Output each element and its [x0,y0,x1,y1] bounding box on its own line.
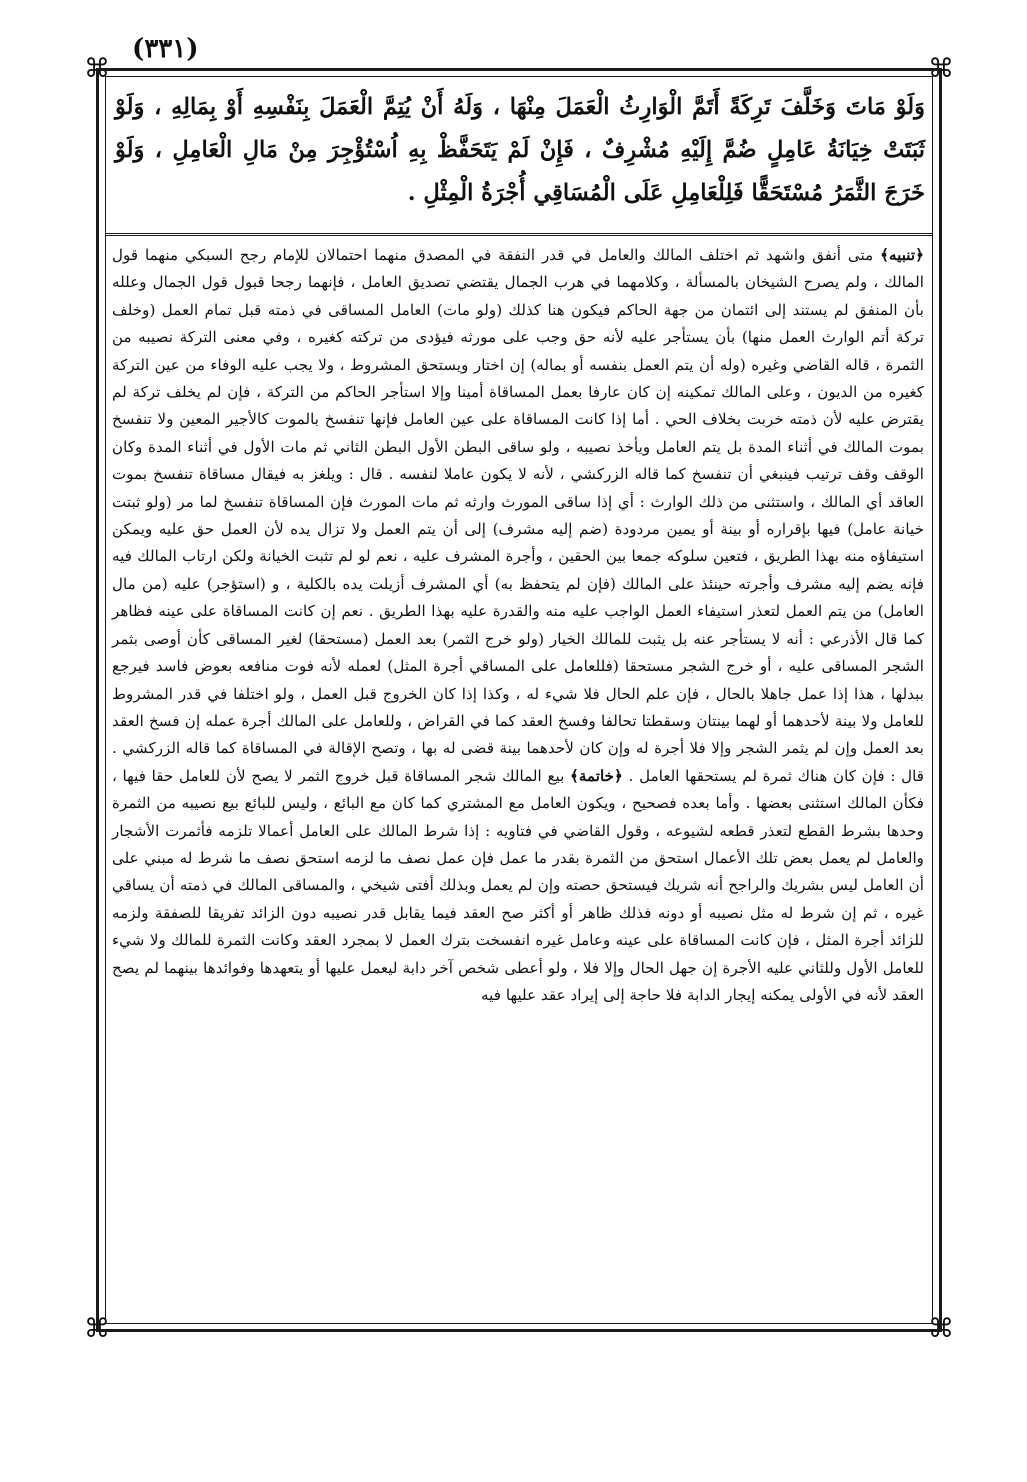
main-text: وَلَوْ مَاتَ وَخَلَّفَ تَرِكَةً أَتَمَّ الْوَارِثُ الْعَمَلَ مِنْهَا ، وَلَهُ أَنْ يُتِمَّ الْعَمَلَ بِنَفْسِهِ أَوْ بِمَالِهِ ، وَلَوْ ثَبَتَتْ خِيَانَةُ عَامِلٍ ضُمَّ إِلَيْهِ مُشْرِفٌ ، فَإِنْ لَمْ يَتَحَفَّظْ بِهِ اُسْتُؤْجِرَ مِنْ مَالِ الْعَامِلِ ، وَلَوْ خَرَجَ الثَّمَرُ مُسْتَحَقًّا فَلِلْعَامِلِ عَلَى الْمُسَاقِي أُجْرَةُ الْمِثْلِ . [115,94,925,206]
commentary-body: متى أنفق واشهد ثم اختلف المالك والعامل في قدر النفقة في المصدق منهما احتمالان للإمام رجح السبكي منهما قول المالك ، ولم يصرح الشيخان بالمسألة ، وكلامهما في هرب الجمال يقتضي تصديق العامل ، فإنهما رجحا قبول قول الجمال وعلله بأن المنفق لم يستند إلى ائتمان من جهة الحاكم فيكون هنا كذلك (ولو مات) العامل المساقى في ذمته قبل تمام العمل (وخلف تركة أتم الوارث العمل منها) بأن يستأجر عليه لأنه حق وجب على مورثه فيؤدى من تركته كغيره ، وفي معنى التركة نصيبه من الثمرة ، قاله القاضي وغيره (وله أن يتم العمل بنفسه أو بماله) إن اختار ويستحق المشروط ، ولا يجب عليه الوفاء من عين التركة كغيره من الديون ، وعلى المالك تمكينه إن كان عارفا بعمل المساقاة أمينا وإلا استأجر الحاكم من التركة ، فإن لم يخلف تركة لم يقترض عليه لأن ذمته خربت بخلاف الحي . أما إذا كانت المساقاة على عين العامل فإنها تنفسخ بالموت كالأجير المعين ولا تنفسخ بموت المالك في أثناء المدة بل يتم العامل ويأخذ نصيبه ، ولو ساقى البطن الأول البطن الثاني ثم مات الأول في أثناء المدة وكان الوقف وقف ترتيب فينبغي أن تنفسخ كما قاله الزركشي ، لأنه لا يكون عاملا لنفسه . قال : ويلغز به فيقال مساقاة تنفسخ بموت العاقد أي المالك ، واستثنى من ذلك الوارث : أي إذا ساقى المورث وارثه ثم مات المورث فإن المساقاة تنفسخ لما مر (ولو ثبتت خيانة عامل) فيها بإقراره أو بينة أو يمين مردودة (ضم إليه مشرف) إلى أن يتم العمل ولا تزال يده لأن العمل حق عليه ويمكن استيفاؤه منه بهذا الطريق ، فتعين سلوكه جمعا بين الحقين ، وأجرة المشرف عليه ، نعم لو لم تثبت الخيانة ولكن ارتاب المالك فيه فإنه يضم إليه مشرف وأجرته حينئذ على المالك (فإن لم يتحفظ به) أي المشرف أزيلت يده بالكلية ، و (استؤجر) عليه (من مال العامل) من يتم العمل لتعذر استيفاء العمل الواجب عليه منه والقدرة عليه بهذا الطريق . نعم إن كانت المساقاة على عينه فظاهر كما قال الأذرعي : أنه لا يستأجر عنه بل يثبت للمالك الخيار (ولو خرج الثمر) بعد العمل (مستحقا) لغير المساقى كأن أوصى بثمر الشجر المساقى عليه ، أو خرج الشجر مستحقا (فللعامل على المساقي أجرة المثل) لعمله لأنه فوت منافعه بعوض فاسد فيرجع ببدلها ، هذا إذا عمل جاهلا بالحال ، فإن علم الحال فلا شيء له ، وكذا إذا كان الخروج قبل العمل ، ولو اختلفا في قدر المشروط للعامل ولا بينة لأحدهما أو لهما بينتان وسقطتا تحالفا وفسخ العقد كما في القراض ، وللعامل على المالك أجرة عمله إن فسخ العقد بعد العمل وإن لم يثمر الشجر وإلا فلا أجرة له وإن كان لأحدهما بينة قضى له بها ، وتصح الإقالة في المساقاة كما قاله الزركشي . قال : فإن كان هناك ثمرة لم يستحقها العامل . [112,246,925,785]
section-divider [105,233,933,236]
page-number: (٣٣١) [132,34,199,64]
corner-ornament-icon: ⌘ [84,54,110,84]
commentary-text [112,242,924,1322]
commentary-body-2: بيع المالك شجر المساقاة قبل خروج الثمر لا يصح لأن للعامل حقا فيها ، فكأن المالك استثنى بعضها . وأما بعده فصحيح ، ويكون العامل مع المشتري كما كان مع البائع ، وليس للبائع بيع نصيبه من الثمرة وحدها بشرط القطع لتعذر قطعه لشيوعه ، وقول القاضي في فتاويه : إذا شرط المالك على العامل أعمالا تلزمه فأثمرت الأشجار والعامل لم يعمل بعض تلك الأعمال استحق من الثمرة بقدر ما عمل فإن عمل نصف ما لزمه استحق نصف ما شرط له مبني على أن العامل ليس بشريك والراجح أنه شريك فيستحق حصته وإن لم يعمل وبذلك أفتى شيخي ، والمساقى المالك في ذمته أن يساقي غيره ، ثم إن شرط له مثل نصيبه أو دونه فذلك ظاهر أو أكثر صح العقد فيما يقابل قدر نصيبه دون الزائد تفريقا للصفقة ولزمه للزائد أجرة المثل ، فإن كانت المساقاة على عينه وعامل غيره انفسخت بترك العمل لا بمجرد العقد وكانت الثمرة للمالك ولا شيء للعامل الأول وللثاني عليه الأجرة إن جهل الحال وإلا فلا ، ولو أعطى شخص آخر دابة ليعمل عليها أو يتعهدها وفوائدها بينهما لم يصح العقد لأنه في الأولى يمكنه إيجار الدابة فلا حاجة إلى إيراد عقد عليها فيه [112,766,924,1004]
tanbih-label: ﴿تنبيه﴾ [880,246,924,264]
corner-ornament-icon: ⌘ [928,1314,954,1344]
corner-ornament-icon: ⌘ [928,54,954,84]
corner-ornament-icon: ⌘ [84,1314,110,1344]
khatima-label: ﴿خاتمة﴾ [569,766,623,785]
